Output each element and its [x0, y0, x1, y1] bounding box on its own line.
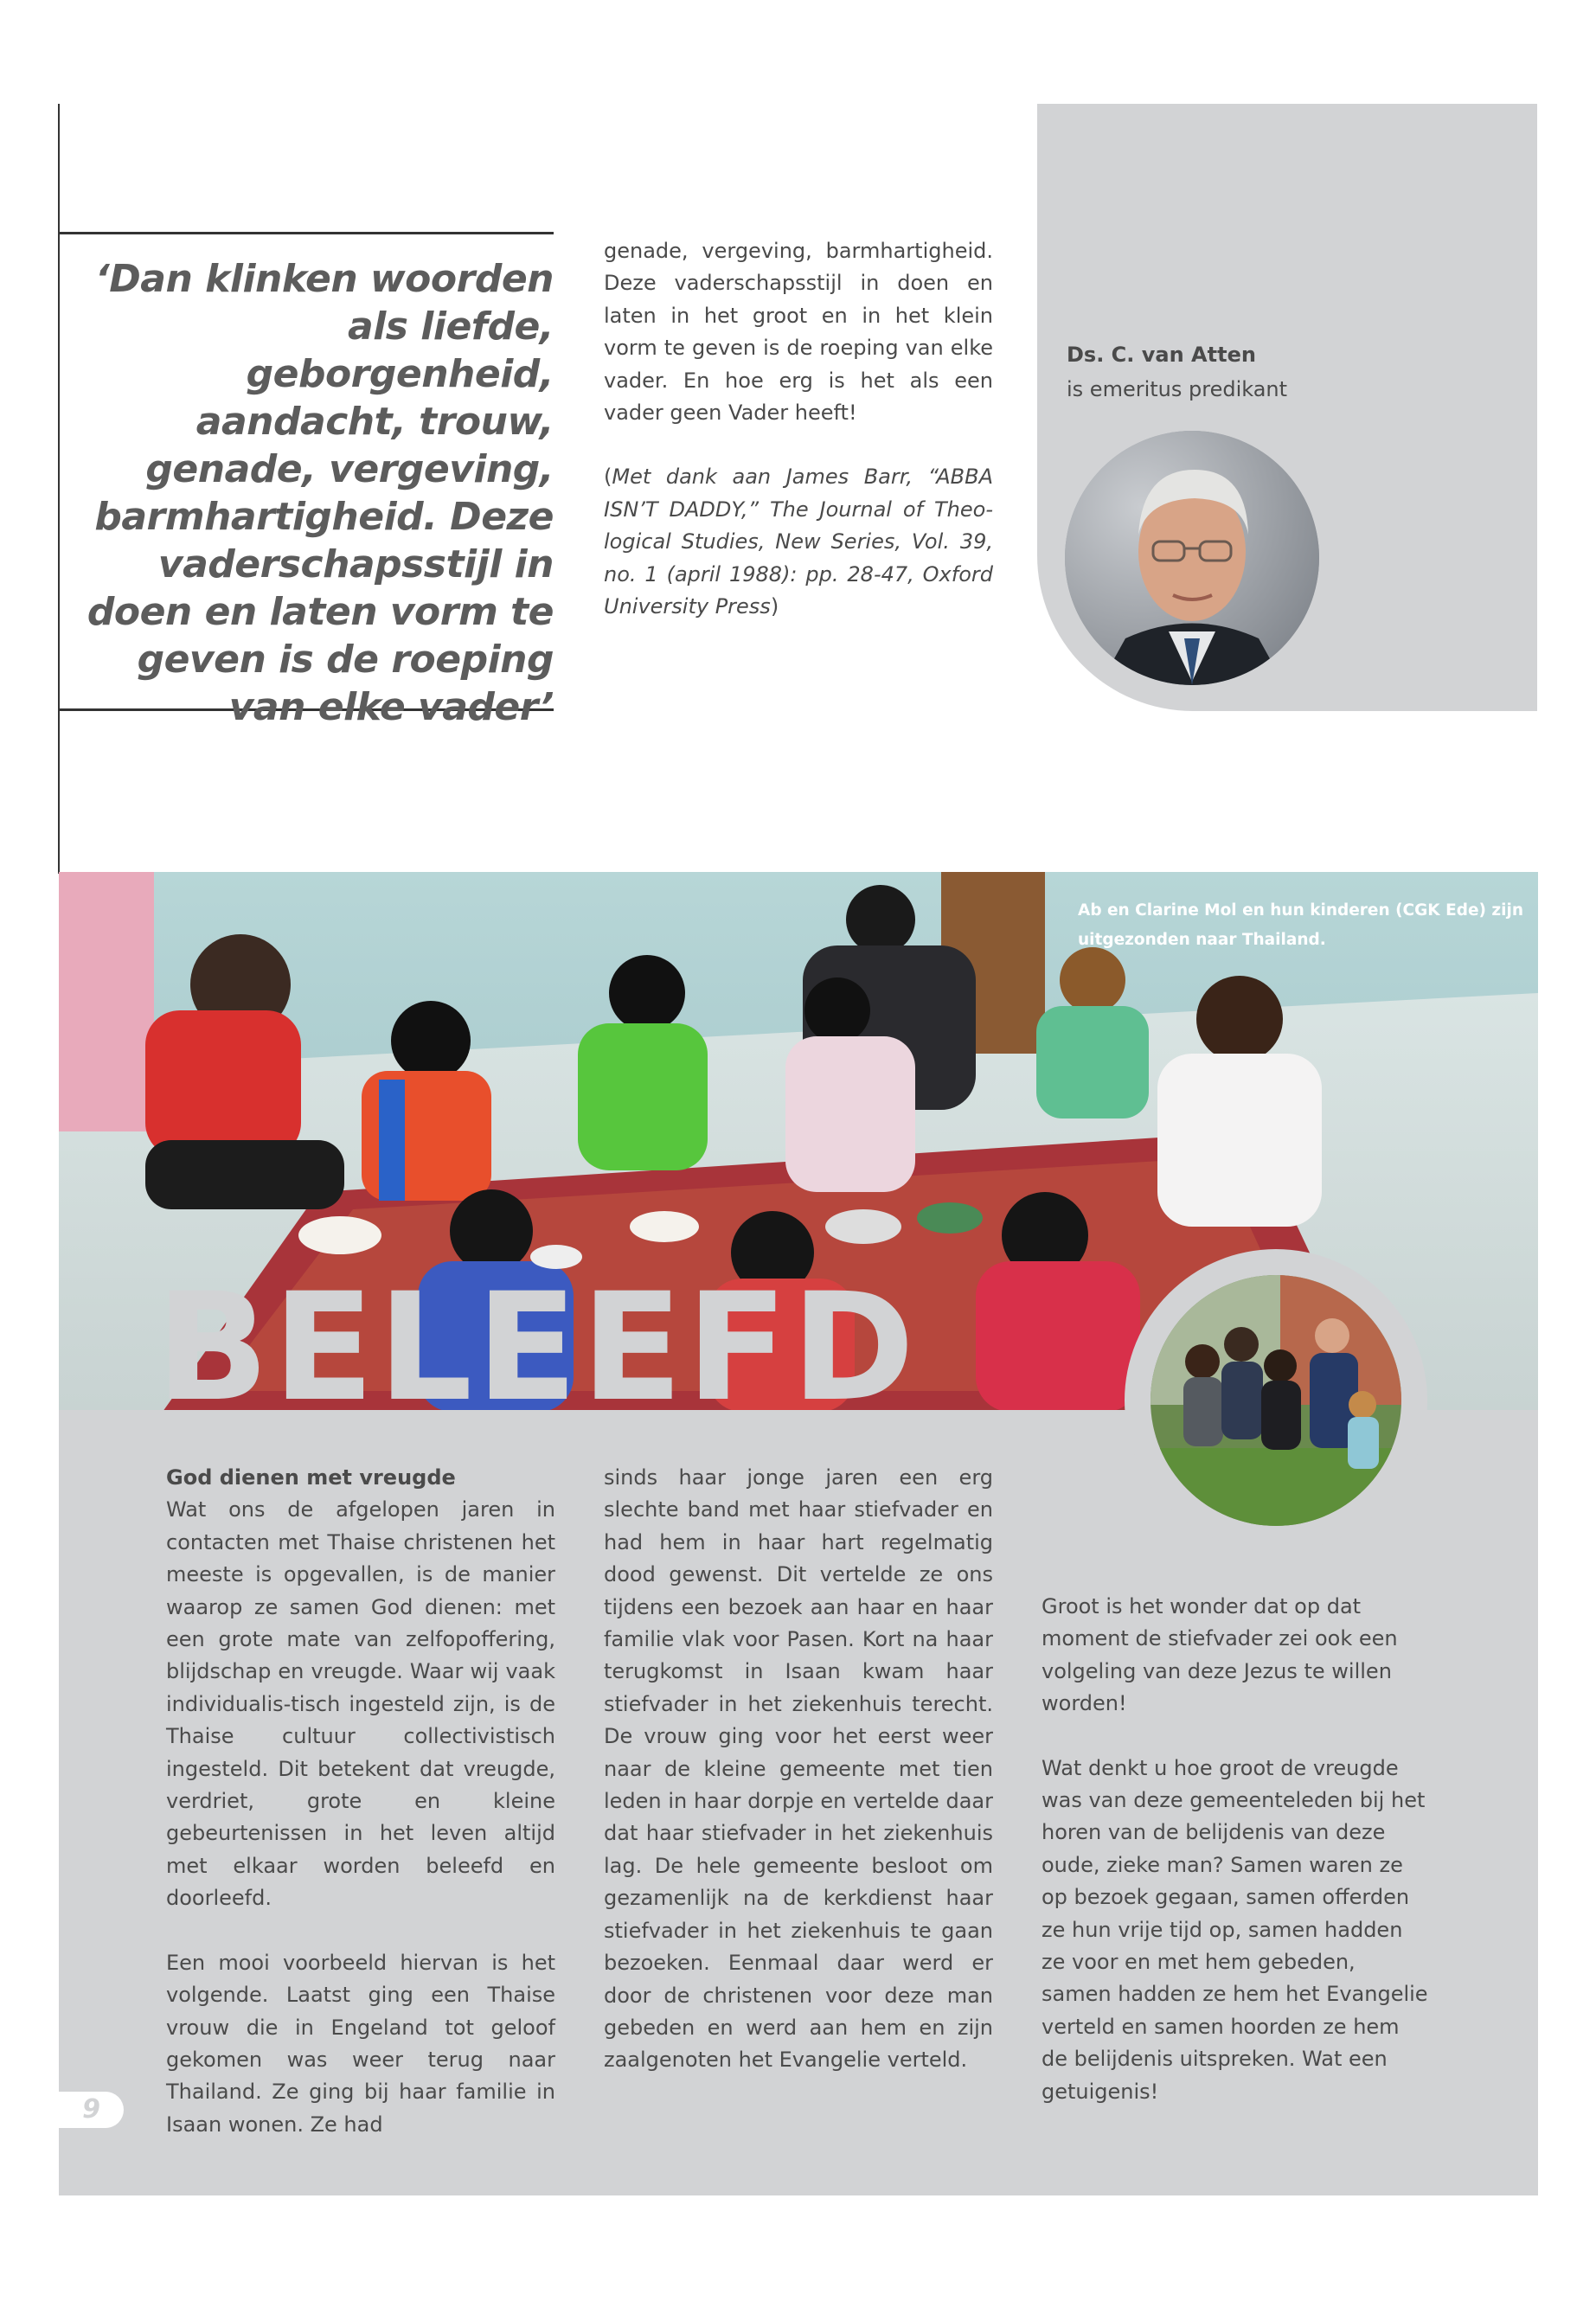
page-number: 9 [59, 2092, 124, 2128]
top-paragraph: genade, vergeving, barmhartigheid. Deze vaderschapsstijl in doen en laten in het groot en in het klein vorm te geven is de roeping van elke vader. En hoe erg is het als een vader geen Vader heeft! [604, 239, 993, 426]
article-paragraph: Een mooi voorbeeld hiervan is het volgende. Laatst ging een Thaise vrouw die in Engeland tot geloof gekomen was weer terug naar Thailand. Ze ging bij haar familie in Isaan wonen. Ze had [166, 1950, 555, 2137]
citation-text: Met dank aan James Barr, “ABBA ISN’T DADDY,” The Journal of Theo-logical Studies, New Series, Vol. 39, no. 1 (april 1988): pp. 28-47, Oxford University Press [604, 465, 993, 619]
article-column-3 [1042, 1591, 1431, 2140]
article-intro: God dienen met vreugde Wat ons de afgelopen jaren in contacten met Thaise christenen het meeste is opgevallen, is de manier waarop ze samen God dienen: met een grote mate van zelfopoffering, blijdschap en vreugde. Waar wij vaak individualis-tisch ingesteld zijn, is de Thaise cultuur collectivistisch ingesteld. Dit betekent dat vreugde, verdriet, grote en kleine gebeurtenissen in het leven altijd met elkaar worden beleefd en doorleefd. [166, 1462, 555, 1915]
top-text-column [604, 235, 993, 655]
section-title: BELEEFD [156, 1283, 919, 1413]
article-paragraph: Wat denkt u hoe groot de vreugde was van deze gemeenteleden bij het horen van de belijdenis van deze oude, zieke man? Samen waren ze op bezoek gegaan, samen offerden ze hun vrije tijd op, samen hadden ze voor en met hem gebeden, samen hadden ze hem het Evangelie verteld en samen hoorden ze hem de belijdenis uitspreken. Wat een getuigenis! [1042, 1755, 1428, 2104]
family-photo [1151, 1275, 1401, 1526]
author-portrait [1065, 431, 1319, 685]
article-paragraph: Groot is het wonder dat op dat moment de stiefvader zei ook een volgeling van deze Jezus te willen worden! [1042, 1594, 1398, 1716]
article-column-2 [604, 1462, 993, 2109]
author-name: Ds. C. van Atten [1067, 343, 1256, 367]
author-panel [1037, 104, 1537, 711]
photo-caption: Ab en Clarine Mol en hun kinderen (CGK Ede) zijn uitgezonden naar Thailand. [1078, 901, 1524, 949]
pull-quote: ‘Dan klinken woorden als liefde, geborgenheid, aandacht, trouw, genade, vergeving, barmhartigheid. Deze vaderschapsstijl in doen en laten vorm te geven is de roeping van elke vader’ [87, 257, 554, 729]
author-role: is emeritus predikant [1067, 377, 1288, 401]
article-heading: God dienen met vreugde [166, 1465, 456, 1490]
citation: (Met dank aan James Barr, “ABBA ISN’T DADDY,” The Journal of Theo-logical Studies, New Series, Vol. 39, no. 1 (april 1988): pp. 28-47, Oxford University Press) [604, 465, 993, 619]
pull-quote-box [59, 232, 554, 729]
article-column-1 [166, 1462, 555, 2173]
article-paragraph: sinds haar jonge jaren een erg slechte band met haar stiefvader en had hem in haar hart regelmatig dood gewenst. Dit vertelde ze ons tijdens een bezoek aan haar en haar familie vlak voor Pasen. Kort na haar terugkomst in Isaan kwam haar stiefvader in het ziekenhuis terecht. De vrouw ging voor het eerst weer naar de kleine gemeente met tien leden in haar dorpje en vertelde daar dat haar stiefvader in het ziekenhuis lag. De hele gemeente besloot om gezamenlijk na de kerkdienst haar stiefvader in het ziekenhuis te gaan bezoeken. Eenmaal daar werd er door de christenen voor deze man gebeden en werd aan hem en zijn zaalgenoten het Evangelie verteld. [604, 1465, 993, 2073]
